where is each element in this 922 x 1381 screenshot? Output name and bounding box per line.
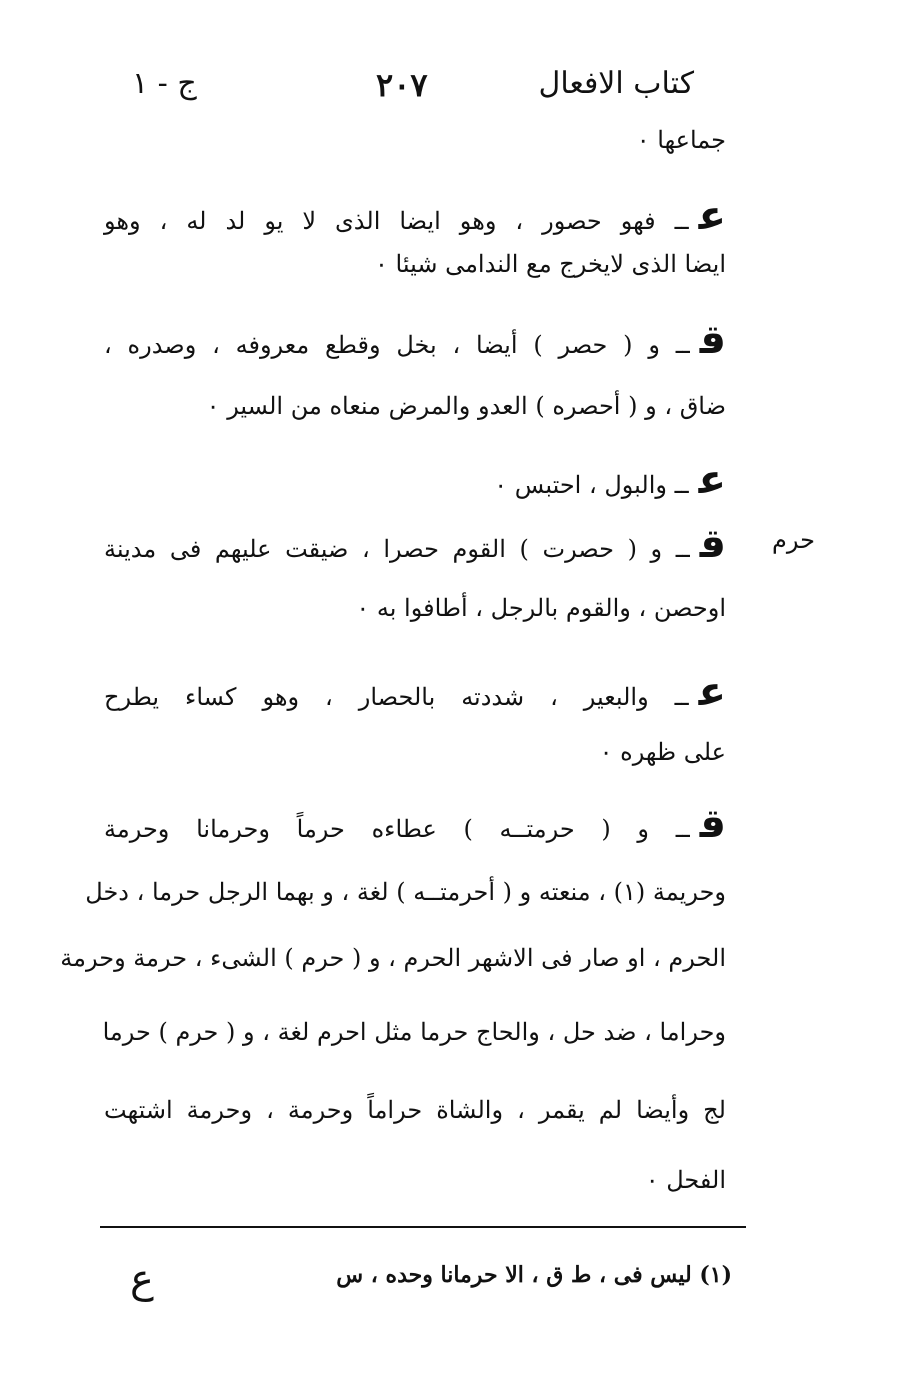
line-text: ــ و ( حصرت ) القوم حصرا ، ضيقت عليهم فى مدينة (104, 535, 690, 563)
text-line (637, 126, 726, 155)
line-text: الحرم ، او صار فى الاشهر الحرم ، و ( حرم ) الشىء ، حرمة وحرمة (60, 944, 726, 972)
line-marker: ع (698, 457, 726, 503)
text-line (207, 392, 726, 421)
catchword: ع (130, 1256, 154, 1302)
text-line (104, 316, 726, 364)
line-marker: ع (698, 193, 726, 239)
footnote-divider (100, 1226, 746, 1228)
line-text: ــ و ( حرمتــه ) عطاءه حرماً وحرمانا وحرمة (104, 815, 690, 843)
line-marker: ق (699, 521, 726, 567)
line-text: ــ والبول ، احتبس ٠ (494, 471, 689, 499)
footnote: (١) ليس فى ، ط ق ، الا حرمانا وحده ، س (336, 1262, 732, 1288)
line-text: على ظهره ٠ (599, 738, 726, 766)
text-line (104, 800, 726, 848)
book-title: كتاب الافعال (538, 66, 694, 101)
line-text: ــ فهو حصور ، وهو ايضا الذى لا يو لد له ، وهو (104, 207, 689, 235)
margin-note: حرم (772, 526, 815, 554)
text-line (356, 594, 726, 623)
line-text: وحريمة (١) ، منعته و ( أحرمتــه ) لغة ، و بهما الرجل حرما ، دخل (85, 878, 726, 906)
text-line (494, 456, 726, 504)
text-line (600, 738, 726, 767)
text-line (85, 878, 726, 907)
text-line (646, 1166, 726, 1195)
line-marker: ع (698, 669, 726, 715)
page-number: ٢٠٧ (376, 66, 428, 104)
volume-label: ج - ١ (132, 66, 197, 101)
line-text: جماعها ٠ (636, 126, 726, 154)
text-line (60, 944, 726, 973)
text-line (104, 1096, 726, 1125)
line-text: لج وأيضا لم يقمر ، والشاة حراماً وحرمة ، وحرمة اشتهت (104, 1096, 726, 1124)
line-text: ضاق ، و ( أحصره ) العدو والمرض منعاه من السير ٠ (206, 392, 726, 420)
line-text: الفحل ٠ (645, 1166, 726, 1194)
text-line (104, 520, 726, 568)
text-line (375, 250, 726, 279)
line-text: ــ والبعير ، شددته بالحصار ، وهو كساء يطرح (104, 683, 689, 711)
text-line (104, 1018, 726, 1047)
line-text: ــ و ( حصر ) أيضا ، بخل وقطع معروفه ، وصدره ، (104, 331, 690, 359)
line-text: اوحصن ، والقوم بالرجل ، أطافوا به ٠ (356, 594, 726, 622)
line-text: ايضا الذى لايخرج مع الندامى شيئا ٠ (375, 250, 726, 278)
line-text: وحراما ، ضد حل ، والحاج حرما مثل احرم لغة ، و ( حرم ) حرما (102, 1018, 726, 1046)
text-line (104, 192, 726, 240)
line-marker: ق (699, 801, 726, 847)
line-marker: ق (699, 317, 726, 363)
text-line (104, 668, 726, 716)
